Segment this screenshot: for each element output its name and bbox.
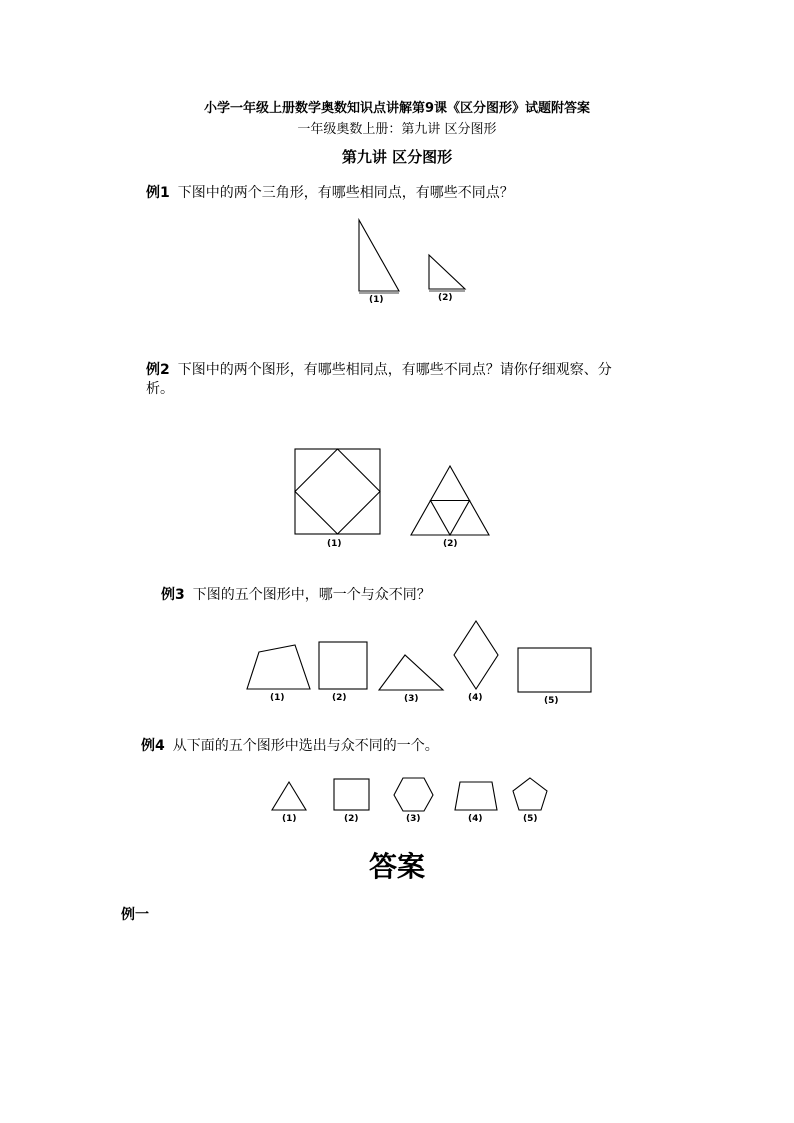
ex2-label-1: (1) bbox=[327, 539, 342, 549]
example-1-label: 例1 bbox=[146, 185, 170, 201]
ex3-label-4: (4) bbox=[468, 693, 483, 703]
lecture-title: 第九讲 区分图形 bbox=[341, 148, 453, 166]
example-4-text: 从下面的五个图形中选出与众不同的一个。 bbox=[172, 738, 439, 754]
ex4-pentagon bbox=[513, 778, 547, 810]
example-1-text: 下图中的两个三角形，有哪些相同点，有哪些不同点？ bbox=[177, 185, 514, 201]
answer-example-1-label: 例一 bbox=[121, 907, 149, 923]
ex3-label-3: (3) bbox=[404, 694, 419, 704]
ex4-label-3: (3) bbox=[406, 814, 421, 824]
document-subtitle: 一年级奥数上册：第九讲 区分图形 bbox=[297, 122, 497, 137]
ex4-hexagon bbox=[394, 778, 433, 811]
ex3-label-2: (2) bbox=[332, 693, 347, 703]
ex4-label-4: (4) bbox=[468, 814, 483, 824]
example-3-label: 例3 bbox=[161, 587, 185, 603]
example-2-text: 下图中的两个图形，有哪些相同点，有哪些不同点？请你仔细观察、分 bbox=[177, 362, 612, 378]
answer-heading: 答案 bbox=[368, 850, 425, 883]
example-2-text-cont: 析。 bbox=[146, 381, 174, 397]
ex3-label-5: (5) bbox=[544, 696, 559, 706]
ex4-trapezoid bbox=[455, 782, 497, 810]
example-3-text: 下图的五个图形中，哪一个与众不同？ bbox=[192, 587, 431, 603]
document-title: 小学一年级上册数学奥数知识点讲解第9课《区分图形》试题附答案 bbox=[203, 101, 591, 116]
example-2-label: 例2 bbox=[146, 362, 170, 378]
ex4-label-5: (5) bbox=[523, 814, 538, 824]
ex1-label-1: (1) bbox=[369, 295, 384, 305]
ex4-label-2: (2) bbox=[344, 814, 359, 824]
ex4-triangle bbox=[272, 782, 306, 810]
ex2-label-2: (2) bbox=[443, 539, 458, 549]
ex3-label-1: (1) bbox=[270, 693, 285, 703]
ex4-square bbox=[334, 779, 369, 810]
example-4-label: 例4 bbox=[141, 738, 165, 754]
ex4-label-1: (1) bbox=[282, 814, 297, 824]
ex1-label-2: (2) bbox=[438, 293, 453, 303]
